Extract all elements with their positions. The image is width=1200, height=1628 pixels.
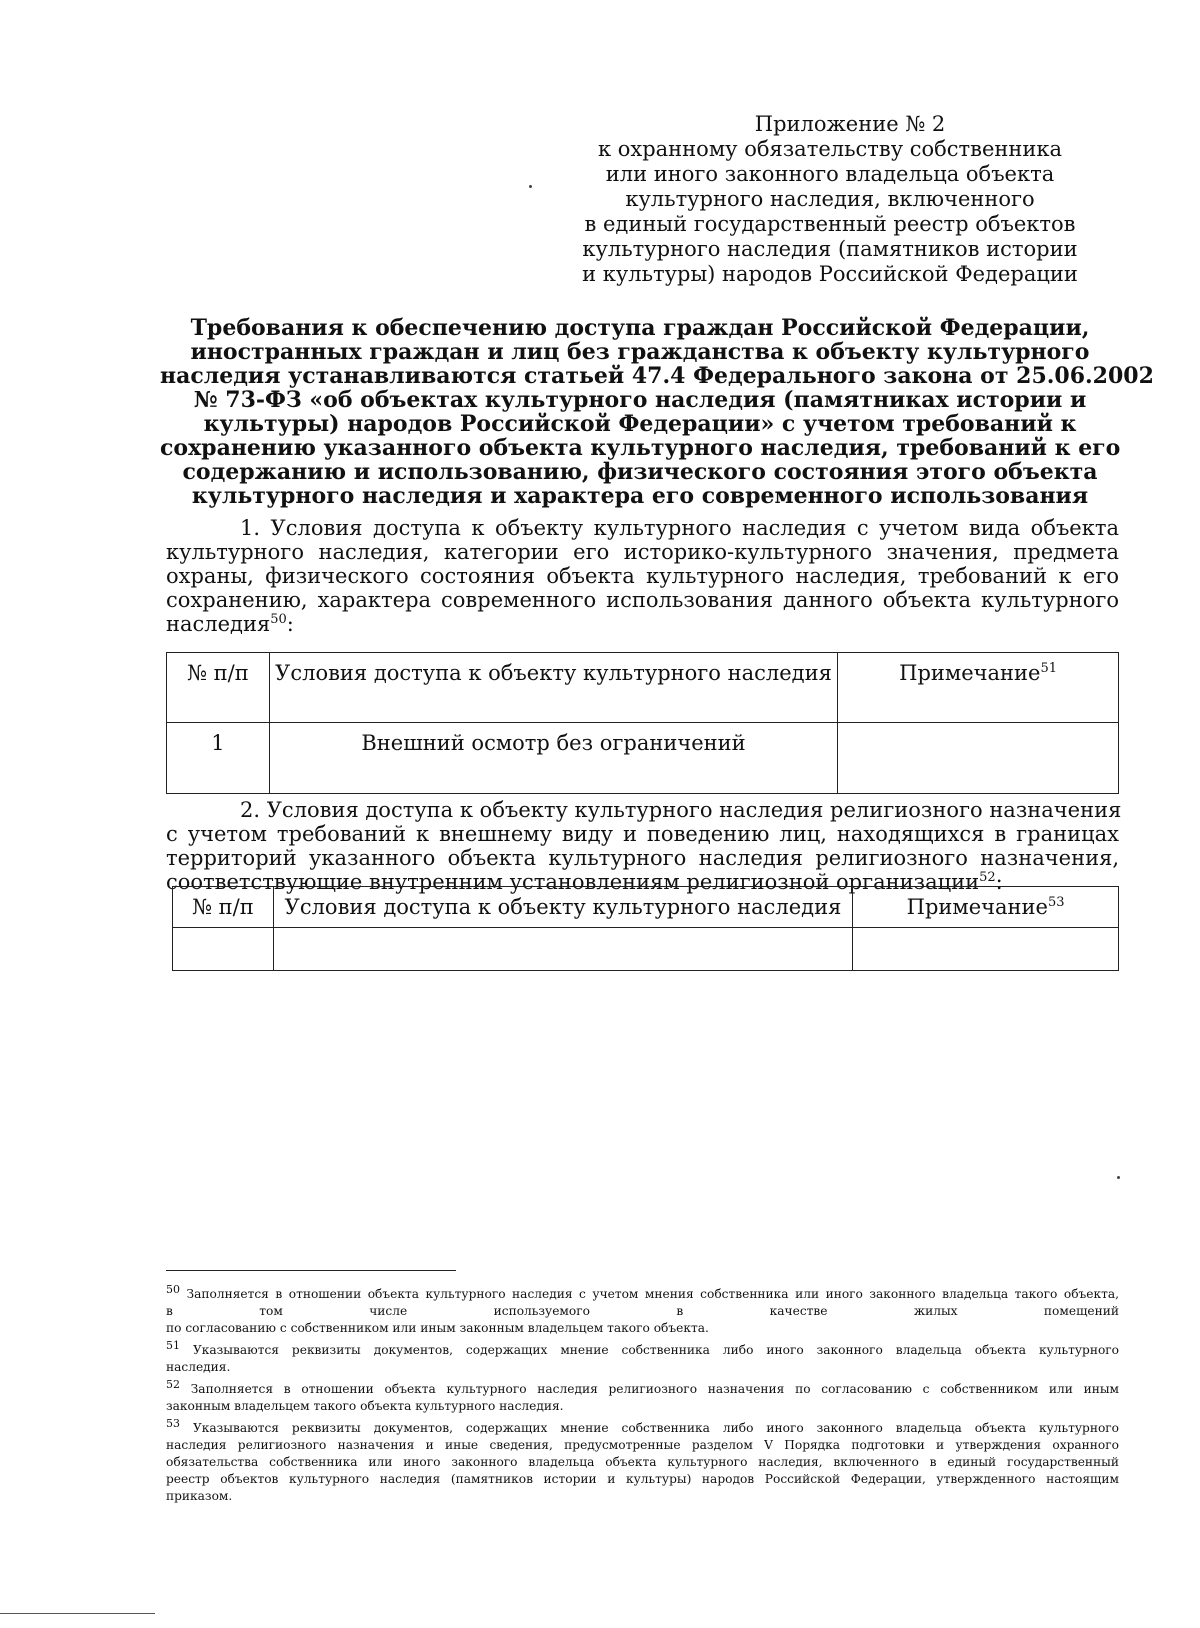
footnote-number: 51 [166, 1339, 180, 1352]
footnote-line [166, 1283, 1119, 1303]
paragraph-line: с учетом требований к внешнему виду и поведению лиц, находящихся в границах [166, 822, 1119, 846]
paragraph-line: 1. Условия доступа к объекту культурного наследия с учетом вида объекта [240, 516, 1119, 540]
header-cell-conditions: Условия доступа к объекту культурного наследия [273, 887, 852, 928]
paragraph-text: наследия [166, 612, 271, 636]
paragraph-colon: : [286, 612, 294, 636]
paragraph-line: 2. Условия доступа к объекту культурного наследия религиозного назначения [240, 798, 1122, 822]
header-cell-note [853, 887, 1119, 928]
footnote-text: Указываются реквизиты документов, содержащих мнение собственника либо иного законного владельца объекта культурного [192, 1421, 1120, 1435]
heading-line: наследия устанавливаются статьей 47.4 Федерального закона от 25.06.2002 [160, 363, 1154, 389]
footnote-number: 52 [166, 1378, 180, 1391]
paragraph-colon: : [995, 870, 1003, 894]
table-row [173, 928, 1119, 971]
header-note-label: Примечание [906, 895, 1048, 919]
paragraph-line: культурного наследия, категории его историко-культурного значения, предмета [166, 540, 1119, 564]
header-cell-number: № п/п [167, 653, 270, 723]
footnote-number: 50 [166, 1283, 180, 1296]
footnote-line [166, 1339, 1120, 1359]
access-conditions-table-2 [172, 886, 1119, 971]
cell-conditions: Внешний осмотр без ограничений [269, 723, 837, 794]
heading-line: культуры) народов Российской Федерации» с учетом требований к [203, 411, 1077, 437]
appendix-header [570, 112, 1090, 287]
footnote-text: Заполняется в отношении объекта культурного наследия с учетом мнения собственника или иного законного владельца такого объекта, [186, 1287, 1119, 1301]
footnote-line [166, 1417, 1120, 1437]
footnote-ref-52: 52 [979, 870, 996, 885]
footnote-number: 53 [166, 1417, 180, 1430]
footnote-line: в том числе используемого в качестве жилых помещений [166, 1304, 1119, 1318]
footnote-line [166, 1378, 1120, 1398]
footnote-ref-53: 53 [1047, 895, 1065, 910]
footnote-ref-51: 51 [1040, 661, 1058, 676]
footnote-50 [166, 1283, 1119, 1337]
footnote-line: реестр объектов культурного наследия (памятников истории и культуры) народов Российской Федерации, утвержденного настоящим [166, 1472, 1119, 1486]
cell-note [838, 723, 1119, 794]
paragraph-line: сохранению, характера современного использования данного объекта культурного [166, 588, 1119, 612]
footnote-text: Заполняется в отношении объекта культурного наследия религиозного назначения по согласованию с собственником или иным [190, 1382, 1120, 1396]
document-heading [160, 315, 1154, 509]
cell-number [173, 928, 274, 971]
footnote-53 [166, 1417, 1120, 1505]
footnote-line: наследия религиозного назначения и иные сведения, предусмотренные разделом V Порядка подготовки и утверждения охранного [166, 1438, 1119, 1452]
footnote-text: Указываются реквизиты документов, содержащих мнение собственника либо иного законного владельца объекта культурного [192, 1343, 1120, 1357]
cell-note [853, 928, 1119, 971]
header-cell-conditions: Условия доступа к объекту культурного наследия [269, 653, 837, 723]
heading-line: сохранению указанного объекта культурного наследия, требований к его [160, 435, 1121, 461]
footnotes [166, 1283, 1120, 1510]
header-note-label: Примечание [899, 661, 1041, 685]
footnote-line: по согласованию с собственником или иным законным владельцем такого объекта. [166, 1321, 709, 1335]
appendix-line: и культуры) народов Российской Федерации [582, 262, 1078, 286]
footnote-51 [166, 1339, 1120, 1376]
heading-line: культурного наследия и характера его современного использования [191, 483, 1089, 509]
footnote-52 [166, 1378, 1120, 1415]
header-cell-note [838, 653, 1119, 723]
appendix-line: к охранному обязательству собственника [597, 137, 1063, 161]
paragraph-line: территорий указанного объекта культурного наследия религиозного назначения, [166, 846, 1119, 870]
appendix-line: культурного наследия, включенного [625, 187, 1035, 211]
footnote-line: законным владельцем такого объекта культурного наследия. [166, 1399, 564, 1413]
footnote-line: обязательства собственника или иного законного владельца объекта культурного наследия, включенного в единый государственный [166, 1455, 1119, 1469]
heading-line: № 73-ФЗ «об объектах культурного наследия (памятниках истории и [193, 387, 1087, 413]
footnote-separator [166, 1270, 456, 1271]
scan-edge-line [0, 1613, 155, 1614]
paragraph-line: охраны, физического состояния объекта культурного наследия, требований к его [166, 564, 1119, 588]
section-1-paragraph [166, 516, 1119, 636]
header-cell-number: № п/п [173, 887, 274, 928]
appendix-line: или иного законного владельца объекта [605, 162, 1055, 186]
paragraph-text: соответствующие внутренним установлениям религиозной организации [166, 870, 980, 894]
table-header-row [173, 887, 1119, 928]
paragraph-line-last [166, 612, 1119, 636]
section-2-paragraph [166, 798, 1122, 894]
heading-line: иностранных граждан и лиц без гражданства к объекту культурного [190, 339, 1090, 365]
scan-speck [1117, 1176, 1120, 1179]
appendix-line: культурного наследия (памятников истории [582, 237, 1078, 261]
footnote-line: наследия. [166, 1360, 231, 1374]
appendix-title: Приложение № 2 [754, 112, 946, 136]
cell-conditions [273, 928, 852, 971]
table-row [167, 723, 1119, 794]
appendix-line: в единый государственный реестр объектов [584, 212, 1076, 236]
heading-line: Требования к обеспечению доступа граждан Российской Федерации, [190, 315, 1090, 341]
scan-speck [529, 185, 532, 188]
footnote-line: приказом. [166, 1489, 233, 1503]
table-header-row [167, 653, 1119, 723]
access-conditions-table-1 [166, 652, 1119, 794]
cell-number: 1 [167, 723, 270, 794]
heading-line: содержанию и использованию, физического состояния этого объекта [182, 459, 1098, 485]
footnote-ref-50: 50 [270, 612, 287, 627]
